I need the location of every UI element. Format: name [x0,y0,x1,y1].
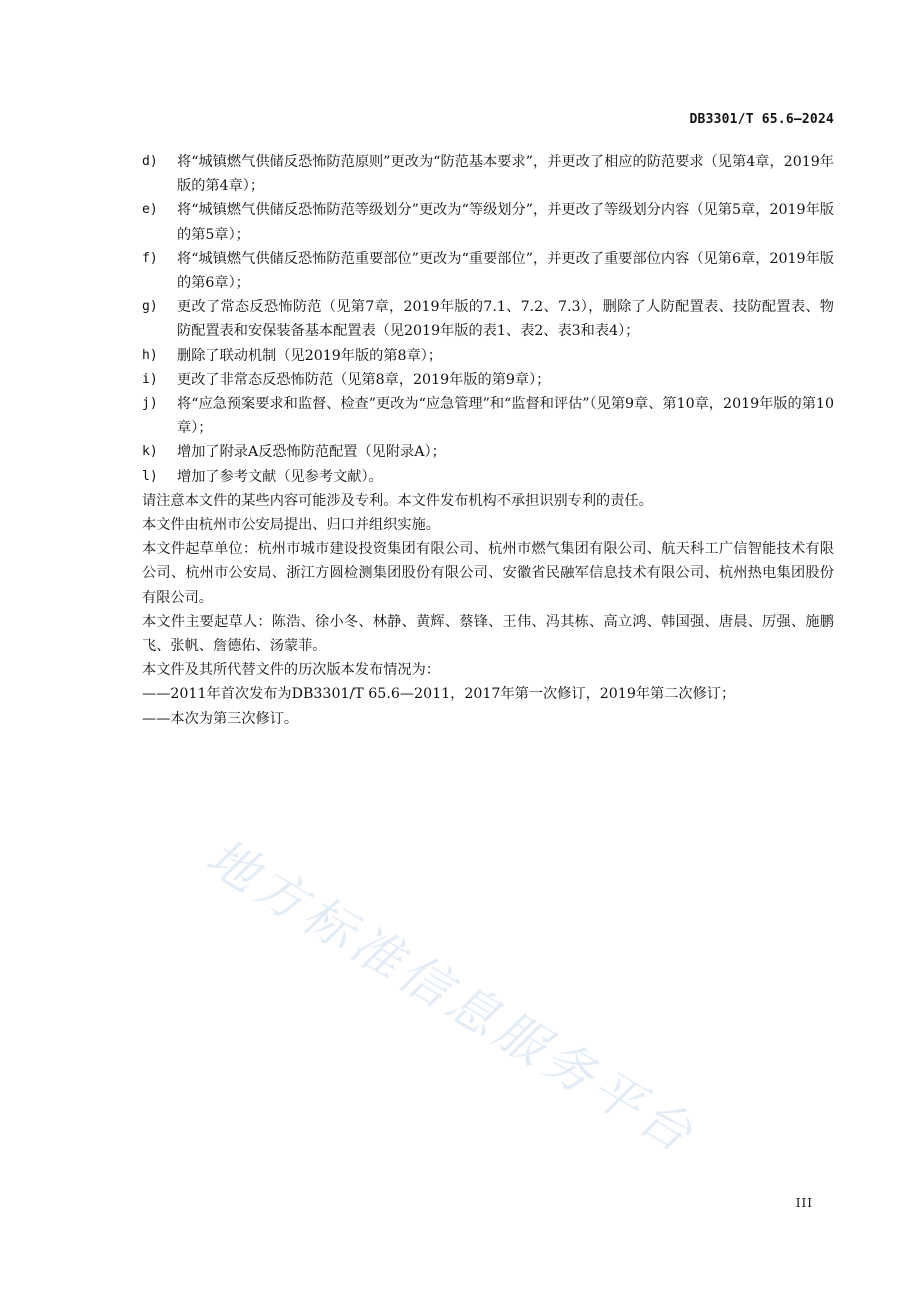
list-marker: k) [142,444,158,460]
list-marker: f) [142,250,158,266]
history-line-2: ——本次为第三次修订。 [142,710,299,727]
history-intro: 本文件及其所代替文件的历次版本发布情况为： [142,662,440,679]
list-item-i [142,368,834,392]
list-marker: i) [142,371,158,387]
list-item-j [142,392,834,440]
list-item-text: 将“城镇燃气供储反恐怖防范重要部位”更改为“重要部位”，并更改了重要部位内容（见第6章，2019年版的第6章）； [177,250,834,292]
list-item-text: 将“城镇燃气供储反恐怖防范原则”更改为“防范基本要求”，并更改了相应的防范要求（见第4章，2019年版的第4章）； [177,154,834,195]
list-item-text: 将“城镇燃气供储反恐怖防范等级划分”更改为“等级划分”，并更改了等级划分内容（见第5章，2019年版的第5章）； [177,202,834,243]
patent-notice: 请注意本文件的某些内容可能涉及专利。本文件发布机构不承担识别专利的责任。 [142,492,653,509]
list-marker: e) [142,202,158,218]
list-item-h [142,344,834,368]
list-item-l [142,465,834,489]
page-number: III [795,1196,813,1210]
list-marker: j) [142,396,158,412]
watermark: 地方标准信息服务平台 [196,827,707,1166]
list-item-text: 增加了附录A反恐怖防范配置（见附录A）； [177,444,446,461]
list-item-e [142,198,834,246]
list-item-d [142,150,834,198]
list-item-text: 删除了联动机制（见2019年版的第8章）； [177,347,443,364]
list-marker: g) [142,299,158,315]
list-item-text: 更改了常态反恐怖防范（见第7章，2019年版的7.1、7.2、7.3），删除了人防配置表、技防配置表、物防配置表和安保装备基本配置表（见2019年版的表1、表2、表3和表4）； [177,299,834,340]
list-item-text: 更改了非常态反恐怖防范（见第8章，2019年版的第9章）； [177,371,551,388]
list-marker: h) [142,347,158,363]
list-marker: l) [142,468,158,484]
list-marker: d) [142,154,158,169]
list-item-text: 增加了参考文献（见参考文献）。 [177,468,383,485]
document-code: DB3301/T 65.6—2024 [689,112,834,127]
list-item-text: 将“应急预案要求和监督、检查”更改为“应急管理”和“监督和评估”（见第9章、第10章，2019年版的第10章）； [177,396,834,437]
history-line-1: ——2011年首次发布为DB3301/T 65.6—2011，2017年第一次修订，2019年第二次修订； [142,686,736,703]
drafters-paragraph: 本文件主要起草人：陈浩、徐小冬、林静、黄辉、蔡锋、王伟、冯其栋、高立鸿、韩国强、唐晨、厉强、施鹏飞、张帆、詹德佑、汤蒙菲。 [142,613,834,655]
list-item-k [142,440,834,464]
document-body [142,150,834,731]
proposer-paragraph: 本文件由杭州市公安局提出、归口并组织实施。 [142,517,440,534]
drafting-units-paragraph: 本文件起草单位：杭州市城市建设投资集团有限公司、杭州市燃气集团有限公司、航天科工广信智能技术有限公司、杭州市公安局、浙江方圆检测集团股份有限公司、安徽省民融军信息技术有限公司、杭州热电集团股份有限公司。 [142,541,834,606]
list-item-g [142,295,834,343]
list-item-f [142,247,834,295]
